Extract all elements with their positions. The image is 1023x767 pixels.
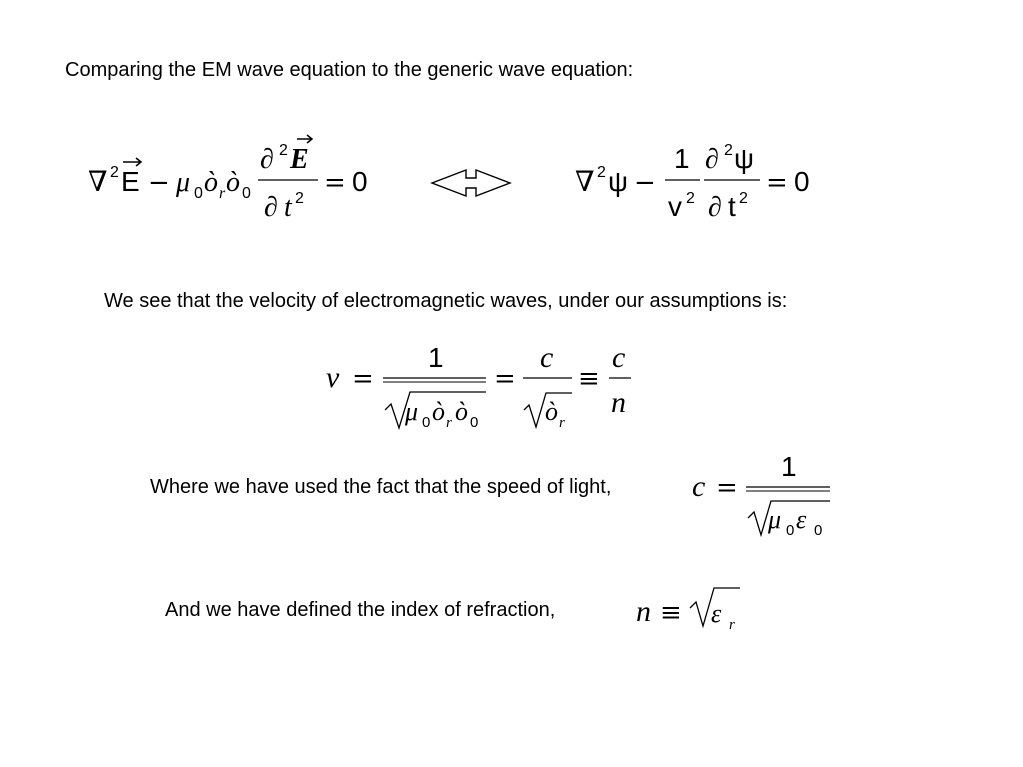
sol-one: 1	[781, 451, 797, 482]
speed-of-light-equation	[692, 451, 830, 539]
idx-eps: ε	[711, 599, 722, 628]
em-zero: 0	[352, 166, 368, 197]
vel-eps-r-subscript: r	[446, 415, 452, 431]
velocity-text: We see that the velocity of electromagnetic waves, under our assumptions is:	[104, 290, 788, 312]
gen-v-exponent: 2	[686, 190, 695, 207]
gen-one: 1	[674, 143, 690, 174]
idx-equiv: ≡	[660, 598, 682, 628]
gen-num-partial: ∂	[705, 144, 719, 175]
gen-minus: −	[634, 168, 656, 198]
gen-den-exponent: 2	[739, 190, 748, 207]
sol-mu-subscript: 0	[786, 522, 795, 539]
gen-v: v	[668, 191, 682, 222]
sol-eps-subscript: 0	[814, 522, 823, 539]
em-num-exponent: 2	[279, 142, 288, 159]
vel-eps-0-subscript: 0	[470, 414, 479, 431]
idx-n: n	[636, 595, 651, 628]
em-eps-r: ò	[204, 167, 218, 198]
em-mu-subscript: 0	[194, 185, 203, 202]
em-nabla: ∇	[88, 165, 108, 198]
speed-of-light-text: Where we have used the fact that the speed of light,	[150, 476, 612, 498]
idx-eps-subscript: r	[729, 617, 735, 633]
em-den-t: t	[284, 192, 292, 223]
gen-num-psi: ψ	[734, 143, 754, 174]
index-of-refraction-equation	[636, 588, 740, 633]
gen-den-partial: ∂	[708, 192, 722, 223]
vel-n: n	[611, 386, 626, 419]
em-nabla-exponent: 2	[110, 164, 119, 181]
gen-equals: =	[766, 168, 788, 198]
vel-eps-0: ò	[455, 397, 468, 426]
em-minus: −	[148, 168, 170, 198]
em-num-e: E	[290, 144, 309, 175]
gen-num-exponent: 2	[724, 142, 733, 159]
em-num-partial: ∂	[260, 144, 274, 175]
em-num-vector-arrow	[297, 135, 312, 143]
vel-eps-r-2-subscript: r	[559, 415, 565, 431]
sol-equals: =	[716, 473, 738, 503]
generic-wave-equation	[575, 142, 810, 223]
equivalence-arrow	[432, 170, 510, 196]
gen-nabla-exponent: 2	[597, 164, 606, 181]
sol-eps: ε	[796, 505, 807, 534]
vel-equals-1: =	[352, 364, 374, 394]
vel-v: v	[326, 361, 340, 394]
vel-equiv: ≡	[578, 364, 600, 394]
vel-eps-r-2: ò	[545, 397, 558, 426]
em-eps-r-subscript: r	[219, 185, 226, 202]
em-eps-0: ò	[226, 167, 240, 198]
vel-eps-r: ò	[432, 397, 445, 426]
em-equals: =	[324, 168, 346, 198]
gen-nabla: ∇	[575, 165, 595, 198]
em-vector-arrow	[123, 158, 141, 166]
vel-equals-2: =	[494, 364, 516, 394]
em-field-e: E	[121, 166, 140, 197]
vel-one: 1	[428, 342, 444, 373]
vel-mu-subscript: 0	[422, 414, 431, 431]
gen-den-t: t	[728, 191, 736, 222]
em-eps-0-subscript: 0	[242, 185, 251, 202]
intro-text: Comparing the EM wave equation to the generic wave equation:	[65, 59, 634, 81]
vel-c-2: c	[612, 341, 626, 374]
vel-c-1: c	[540, 341, 554, 374]
sol-mu: μ	[768, 505, 782, 534]
refraction-text: And we have defined the index of refraction,	[165, 599, 556, 621]
em-den-exponent: 2	[295, 190, 304, 207]
em-den-partial: ∂	[264, 192, 278, 223]
gen-psi: ψ	[608, 166, 628, 197]
velocity-equation	[326, 341, 631, 431]
gen-zero: 0	[794, 166, 810, 197]
sol-c: c	[692, 470, 706, 503]
vel-mu: μ	[405, 397, 419, 426]
em-wave-equation	[88, 135, 368, 223]
em-mu: μ	[176, 167, 191, 198]
